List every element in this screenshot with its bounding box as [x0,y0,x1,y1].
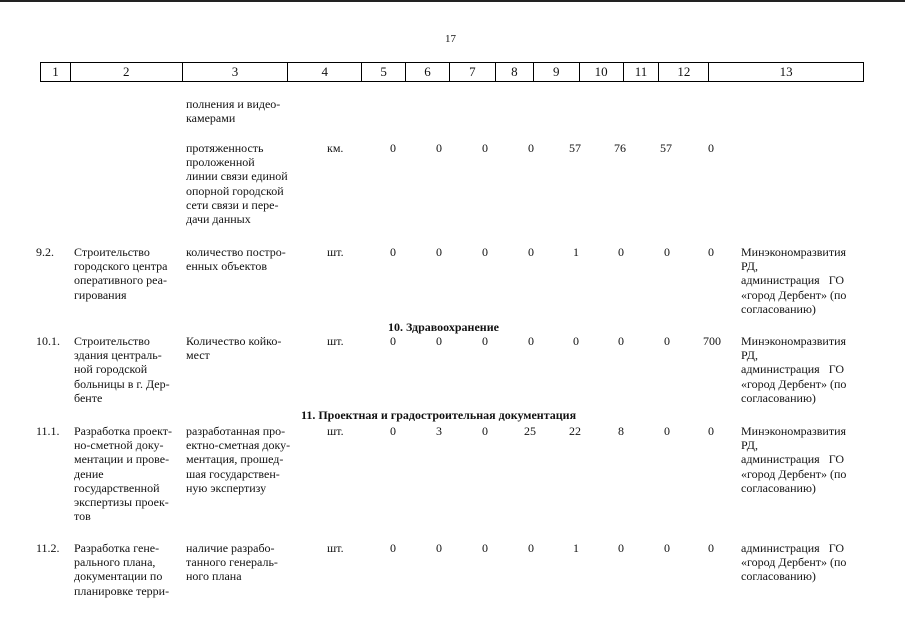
value-cell: 0 [618,541,624,555]
row-number: 10.1. [36,334,60,348]
value-cell: 0 [436,541,442,555]
value-cell: 1 [573,245,579,259]
value-cell: 0 [390,245,396,259]
value-cell: 0 [482,245,488,259]
row-number: 11.2. [36,541,60,555]
name-text: Разработка гене- рального плана, документации по планировке терри- [74,541,170,598]
header-col-12: 12 [659,63,709,81]
table-header-row [40,62,864,82]
header-col-7: 7 [450,63,496,81]
value-cell: 0 [618,334,624,348]
header-col-6: 6 [406,63,450,81]
name-text: Строительство городского центра оперативного реа- гирования [74,245,168,302]
value-cell: 0 [618,245,624,259]
value-cell: 0 [390,141,396,155]
value-cell: 8 [618,424,624,438]
executor-text: администрация ГО «город Дербент» (по согласованию) [741,541,847,584]
value-cell: 22 [569,424,581,438]
value-cell: 0 [573,334,579,348]
value-cell: 0 [482,541,488,555]
value-cell: 0 [664,334,670,348]
section-heading-11: 11. Проектная и градостроительная документация [301,408,577,422]
unit-cell: шт. [327,245,344,259]
header-col-10: 10 [580,63,624,81]
section-heading-10: 10. Здравоохранение [388,320,499,334]
value-cell: 0 [708,245,714,259]
name-text: Разработка проект- но-сметной доку- ментации и прове- дение государственной экспертизы проек- тов [74,424,173,524]
value-cell: 0 [482,141,488,155]
page-top-border [0,0,905,2]
unit-cell: км. [327,141,344,155]
unit-cell: шт. [327,541,344,555]
value-cell: 0 [664,424,670,438]
header-col-4: 4 [288,63,362,81]
header-col-13: 13 [779,64,793,79]
value-cell: 0 [528,245,534,259]
value-cell: 25 [524,424,536,438]
row-number: 9.2. [36,245,54,259]
header-col-9: 9 [534,63,580,81]
page-number: 17 [445,33,456,45]
header-col-8: 8 [496,63,534,81]
value-cell: 0 [664,541,670,555]
value-cell: 0 [436,141,442,155]
executor-text: Минэкономразвития РД, администрация ГО «город Дербент» (по согласованию) [741,334,847,405]
value-cell: 0 [390,334,396,348]
header-col-1: 1 [41,63,71,81]
value-cell: 0 [436,245,442,259]
value-cell: 0 [482,424,488,438]
indicator-text: количество постро- енных объектов [186,245,286,274]
value-cell: 0 [708,541,714,555]
value-cell: 76 [614,141,626,155]
header-col-2: 2 [71,63,183,81]
value-cell: 3 [436,424,442,438]
indicator-text: полнения и видео- камерами [186,97,281,126]
value-cell: 0 [390,424,396,438]
indicator-text: протяженность проложенной линии связи единой опорной городской сети связи и пере- дачи данных [186,141,288,227]
header-col-3: 3 [183,63,289,81]
value-cell: 0 [528,334,534,348]
name-text: Строительство здания централь- ной городской больницы в г. Дер- бенте [74,334,170,405]
indicator-text: разработанная про- ектно-сметная доку- ментация, прошед- шая государствен- ную экспертизу [186,424,291,495]
header-col-5: 5 [362,63,406,81]
value-cell: 0 [482,334,488,348]
value-cell: 0 [708,424,714,438]
indicator-text: наличие разрабо- танного генераль- ного плана [186,541,278,584]
executor-text: Минэкономразвития РД, администрация ГО «город Дербент» (по согласованию) [741,245,847,316]
value-cell: 0 [436,334,442,348]
value-cell: 57 [569,141,581,155]
unit-cell: шт. [327,424,344,438]
header-col-11: 11 [624,63,660,81]
value-cell: 0 [528,541,534,555]
value-cell: 0 [390,541,396,555]
value-cell: 700 [703,334,721,348]
value-cell: 0 [528,141,534,155]
value-cell: 0 [708,141,714,155]
row-number: 11.1. [36,424,60,438]
unit-cell: шт. [327,334,344,348]
indicator-text: Количество койко- мест [186,334,282,363]
value-cell: 0 [664,245,670,259]
value-cell: 1 [573,541,579,555]
value-cell: 57 [660,141,672,155]
executor-text: Минэкономразвития РД, администрация ГО «город Дербент» (по согласованию) [741,424,847,495]
